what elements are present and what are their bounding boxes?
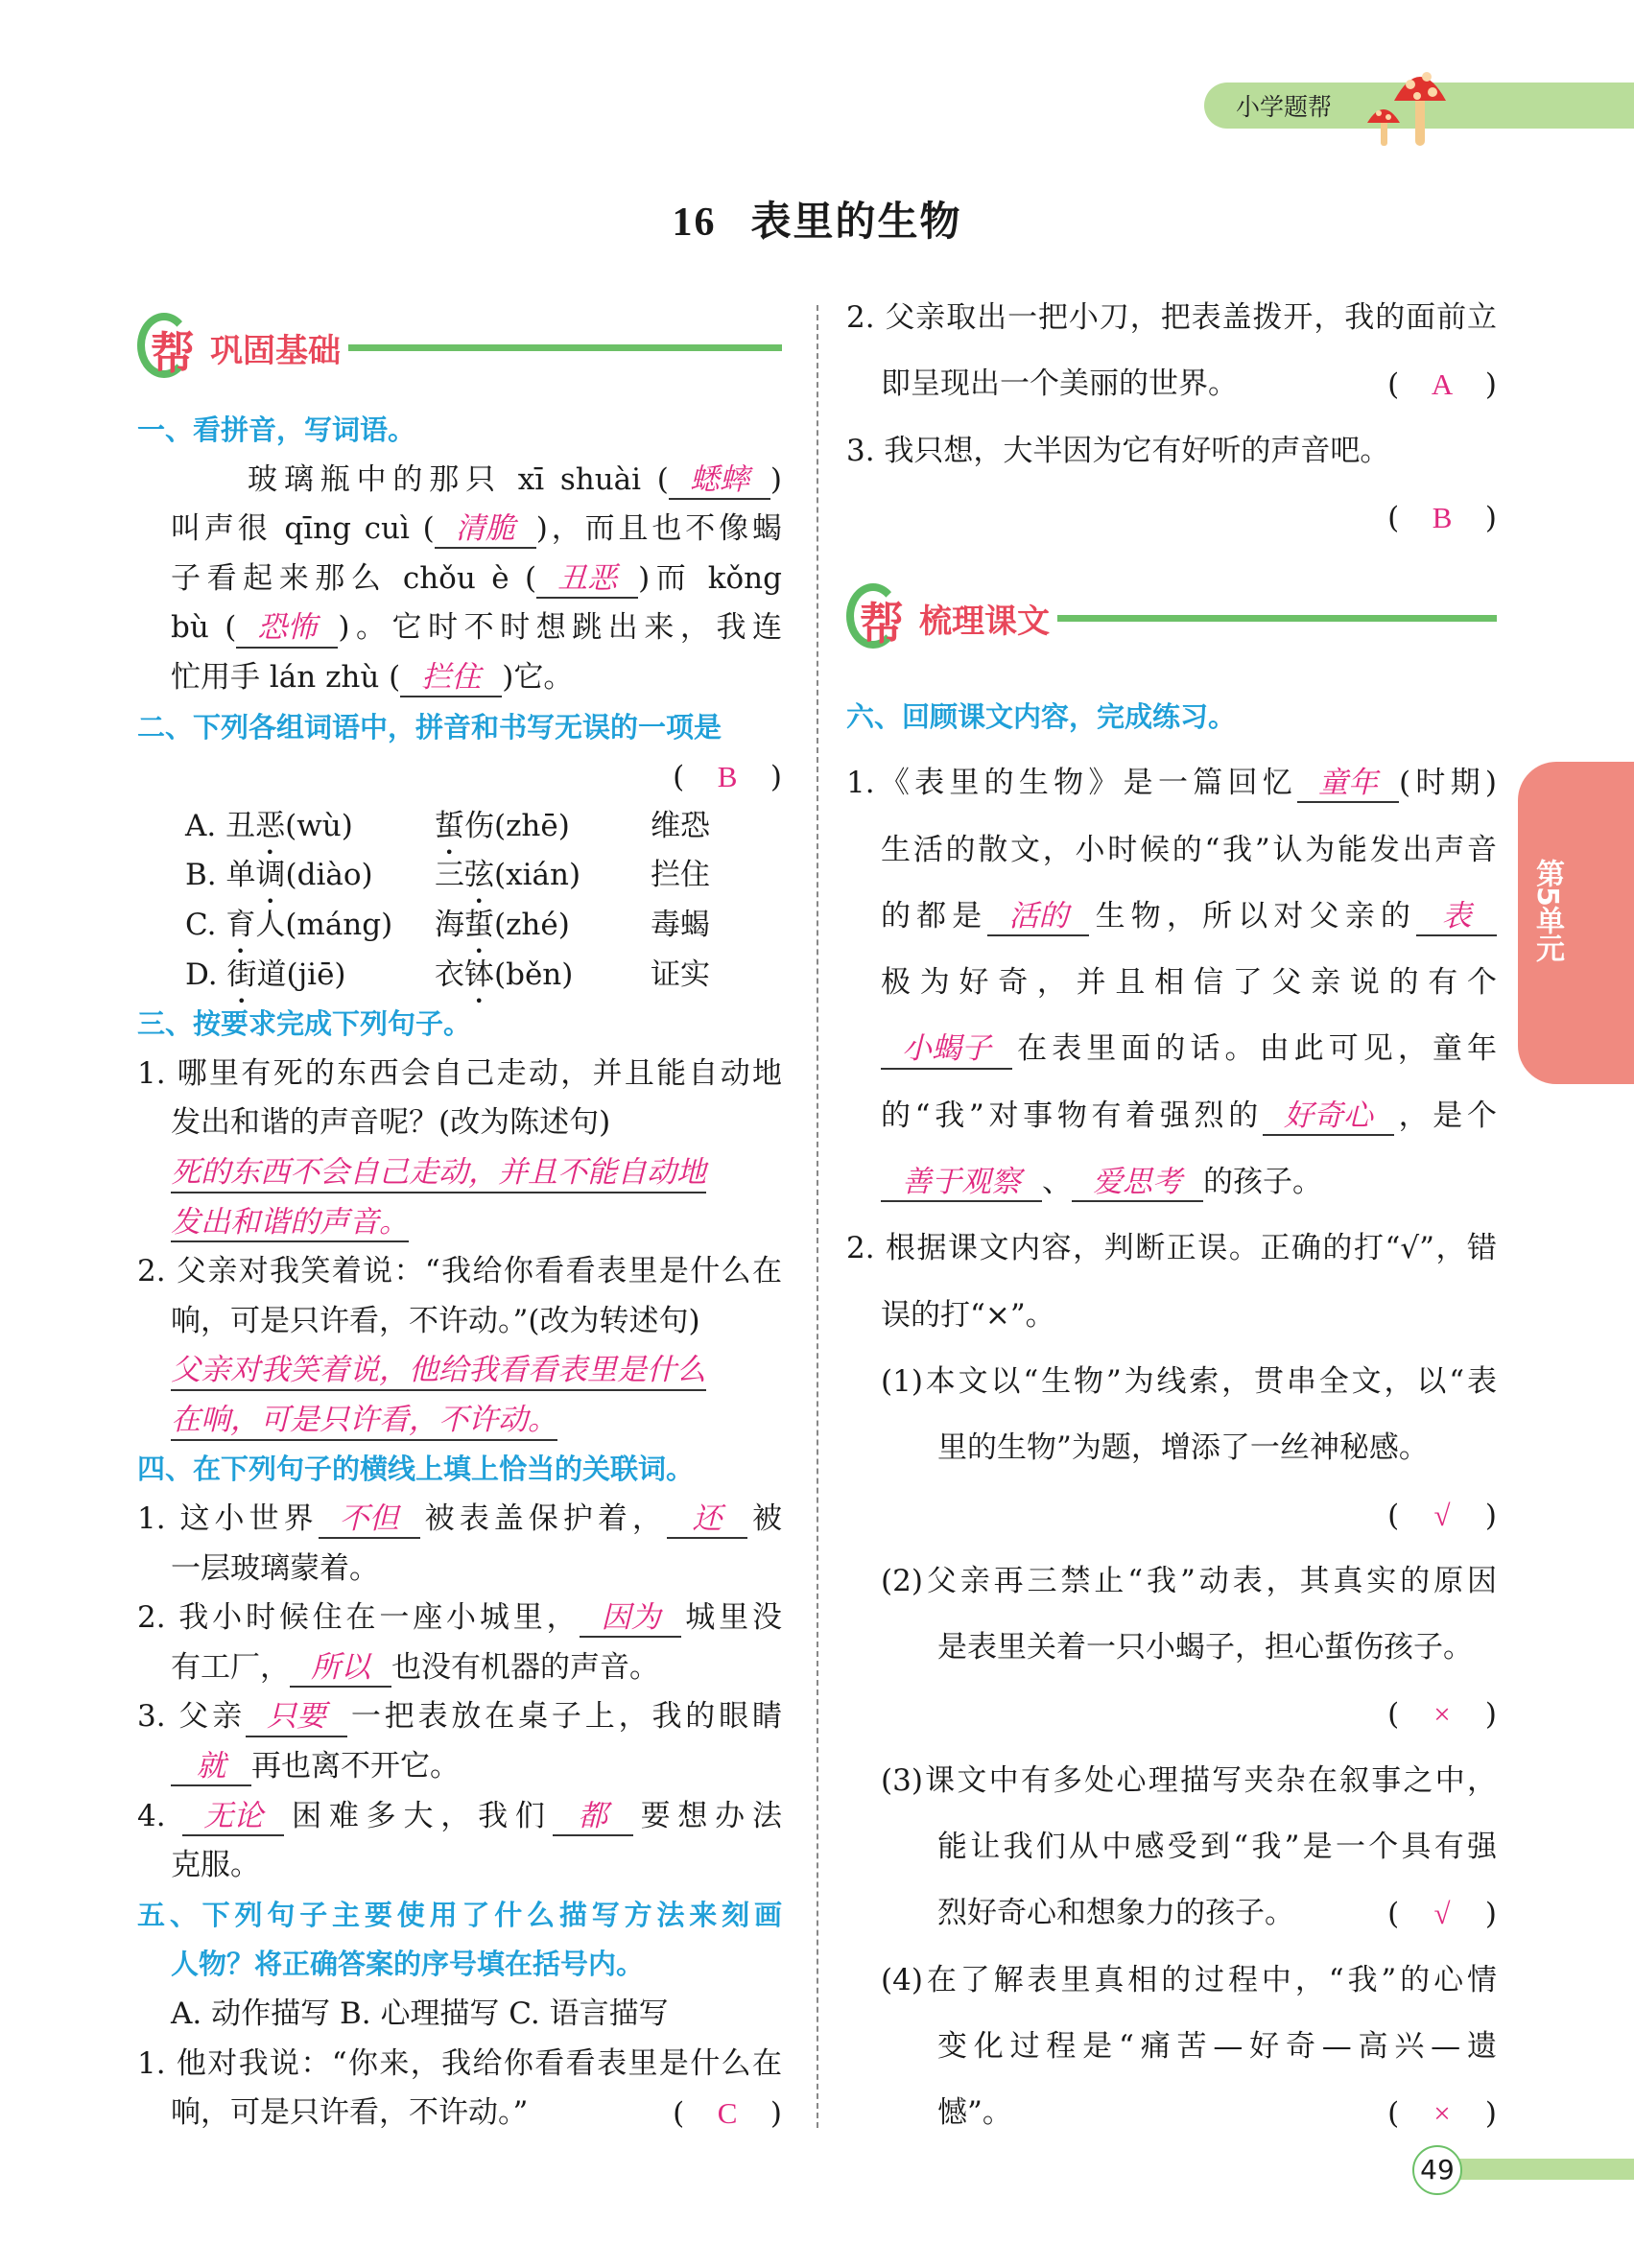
text-line [846,1548,1497,1615]
text: (4)在了解表里真相的过程中，“我”的心情 [881,1962,1497,1997]
text-line [137,1742,782,1792]
text-line [137,1247,782,1297]
text-line [846,351,1497,417]
text-line [137,703,782,753]
text: 1. 他对我说：“你来，我给你看看表里是什么在 [137,2045,782,2081]
text-line [137,802,782,852]
text: 困难多大，我们 [284,1798,553,1833]
text: 2. 我小时候住在一座小城里， [137,1600,580,1636]
text: 道(jiē) [256,957,346,992]
answer-blank: 所以 [290,1650,391,1688]
text: 三 [435,858,464,893]
text: 要想办法 [632,1798,782,1833]
text: 城里没 [681,1600,782,1636]
answer-paren: ( × ) [1387,1681,1497,1748]
text: 响，可是只许看，不许动。” [171,2095,529,2131]
text: 一、看拼音，写词语。 [137,413,416,446]
text: 生活的散文，小时候的“我”认为能发出声音 [881,832,1497,867]
text: )而 kǒng [638,560,782,596]
text: 衣 [435,957,464,992]
text: (xián) [494,858,581,893]
text: 被 [746,1501,782,1537]
section-rule [1057,615,1497,622]
answer-choice: √ [1433,1498,1451,1532]
answer-paren: ( √ ) [1387,1880,1497,1948]
text: 发出和谐的声音呢？(改为陈述句) [171,1105,611,1141]
text-line [137,1545,782,1595]
text-line [846,2080,1497,2146]
text-line [846,1083,1497,1149]
text: )它。 [502,659,574,695]
page-number: 49 [1412,2145,1462,2195]
text-line [137,1594,782,1643]
text: 1.《表里的生物》是一篇回忆 [846,766,1298,801]
answer-choice: A [1431,367,1454,402]
answer-choice: C [717,2096,738,2131]
text: 的“我”对事物有着强烈的 [881,1098,1263,1133]
right-column-top [846,285,1497,551]
text: 毒蝎 [651,907,710,942]
answer-choice: × [1433,2096,1451,2131]
answer-blank: 清脆 [435,511,536,549]
text-line [137,456,782,506]
answer-paren: ( B ) [1387,484,1497,552]
dotted-char: 育 [225,907,256,942]
text-line [846,1216,1497,1282]
text: )。它时不时想跳出来，我连 [338,610,782,646]
answer-paren: ( C ) [673,2089,782,2139]
page-bar [1439,2159,1634,2180]
text: bù ( [171,610,237,646]
text: D. [185,957,227,992]
text-line [846,750,1497,816]
text-line [846,418,1497,484]
text: (1)本文以“生物”为线索，贯串全文，以“表 [881,1363,1497,1399]
text: 烈好奇心和想象力的孩子。 [937,1896,1294,1931]
section-header-review: 帮 梳理课文 [846,583,1497,652]
text-line [846,1283,1497,1349]
text-line [137,1297,782,1347]
text: 里的生物”为题，增添了一丝神秘感。 [937,1430,1429,1466]
dotted-char: 蜇 [435,808,464,843]
dotted-char: 弦 [464,858,494,893]
text-line [137,1792,782,1842]
text-line [846,884,1497,950]
text: 人(máng) [255,907,393,942]
text: (时期) [1399,766,1497,801]
answer-blank: 恐怖 [236,610,338,648]
text: 1. 哪里有死的东西会自己走动，并且能自动地 [137,1055,782,1091]
text: 极为好奇，并且相信了父亲说的有个 [881,965,1497,1001]
text: 再也离不开它。 [251,1749,460,1784]
text-line [137,1495,782,1545]
answer-choice: √ [1433,1897,1451,1931]
text-line [137,1692,782,1742]
text: 一层玻璃蒙着。 [171,1550,379,1586]
column-divider [817,305,818,2128]
text-line [846,484,1497,551]
text-line [137,1445,782,1495]
mushroom-icon [1358,58,1463,149]
section-rule [348,344,782,351]
text: )，而且也不像蝎 [535,511,782,547]
text: A. 丑 [185,808,256,843]
text-line [137,555,782,604]
text-line [846,1748,1497,1814]
answer-blank: 无论 [182,1799,284,1836]
text-line [846,950,1497,1016]
text-line [846,1681,1497,1747]
answer-paren: ( √ ) [1387,1482,1497,1549]
section-header-basics: 帮 巩固基础 [137,313,782,382]
text-line [137,752,782,802]
text: 叫声很 qīng cuì ( [171,511,435,547]
text-line [846,1814,1497,1880]
text-line [846,1948,1497,2014]
text: C. [185,907,226,942]
answer-blank: 丑恶 [536,561,638,599]
text: 被表盖保护着， [419,1501,667,1537]
text: 4. [137,1798,183,1833]
answer-blank: 小蝎子 [881,1031,1012,1069]
dotted-char: 街 [226,957,257,992]
text-line [137,505,782,555]
dotted-char: 调 [255,858,286,893]
text: (2)父亲再三禁止“我”动表，其真实的原因 [881,1563,1497,1598]
answer-choice: × [1433,1697,1451,1732]
text-line [846,1415,1497,1481]
text-line [846,1349,1497,1415]
text: (diào) [285,858,373,893]
dotted-char: 蜇 [464,907,494,942]
answer-blank: 还 [667,1501,747,1539]
text: 证实 [651,957,710,992]
text-line [846,1149,1497,1216]
text: 生物，所以对父亲的 [1089,898,1417,933]
text-line [137,1148,782,1198]
answer-blank: 拦住 [400,660,502,697]
text: 忙用手 lán zhù ( [171,659,401,695]
text: 是表里关着一只小蝎子，担心蜇伤孩子。 [937,1630,1473,1666]
text: 2. 根据课文内容，判断正误。正确的打“√”，错 [846,1231,1497,1266]
text: (3)课文中有多处心理描写夹杂在叙事之中， [881,1762,1497,1798]
answer-blank: 童年 [1297,766,1399,803]
answer-paren: ( A ) [1387,351,1497,418]
text-line [137,901,782,951]
text: 3. 父亲 [137,1699,246,1735]
answer-blank: 好奇心 [1263,1099,1394,1136]
text-line [846,1482,1497,1548]
text: 1. 这小世界 [137,1501,319,1537]
text: 、 [1042,1165,1072,1200]
text: 六、回顾课文内容，完成练习。 [846,700,1237,733]
text: 拦住 [651,858,710,893]
text-line [137,1891,782,1941]
text: 有工厂， [171,1649,290,1685]
text: (běn) [494,957,574,992]
text-line [846,285,1497,351]
text: 变化过程是“痛苦—好奇—高兴—遗 [937,2028,1497,2064]
text: 克服。 [171,1848,260,1883]
text: ，是个 [1393,1098,1497,1133]
text: (zhé) [494,907,570,942]
answer-blank: 善于观察 [881,1165,1042,1202]
text-line [137,951,782,1001]
text: 三、按要求完成下列句子。 [137,1007,472,1041]
text-line [137,1396,782,1446]
text: ) [770,461,782,497]
text: 海 [435,907,464,942]
badge-icon: 帮 [137,313,197,382]
text-line [137,1841,782,1891]
text: 伤(zhē) [464,808,570,843]
answer-choice: B [717,760,738,794]
text-line [137,2089,782,2138]
brand-name: 小学题帮 [1236,93,1333,121]
answer-line: 在响，可是只许看，不许动。 [171,1402,557,1441]
answer-blank: 不但 [319,1501,420,1539]
text: A. 动作描写 B. 心理描写 C. 语言描写 [171,1996,669,2031]
text: 憾”。 [937,2095,1012,2131]
text-line [137,2040,782,2090]
text: 2. 父亲取出一把小刀，把表盖拨开，我的面前立 [846,300,1497,335]
text: 即呈现出一个美丽的世界。 [881,366,1238,402]
text: (wù) [285,808,353,843]
answer-choice: B [1432,500,1453,534]
badge-icon: 帮 [846,583,906,652]
text: 一把表放在桌子上，我的眼睛 [346,1699,782,1735]
answer-paren: ( B ) [673,752,782,803]
text: 在表里面的话。由此可见，童年 [1012,1031,1497,1067]
text-line [846,817,1497,884]
text-line [137,1940,782,1990]
text: 玻璃瓶中的那只 xī shuài ( [248,461,669,497]
text: 子看起来那么 chǒu è ( [171,560,537,596]
answer-blank: 只要 [246,1699,347,1736]
text-line [846,1615,1497,1681]
answer-blank: 蟋蟀 [669,462,770,500]
text-line [846,1880,1497,1947]
answer-blank: 爱思考 [1072,1165,1203,1202]
text: 也没有机器的声音。 [391,1649,659,1685]
answer-blank: 都 [553,1799,633,1836]
text: 二、下列各组词语中，拼音和书写无误的一项是 [137,710,722,744]
dotted-char: 恶 [255,808,286,843]
text-line [846,1016,1497,1082]
text-line [137,603,782,653]
text: 的孩子。 [1203,1165,1322,1200]
text: 响，可是只许看，不许动。”(改为转述句) [171,1303,700,1338]
answer-blank: 活的 [987,899,1089,936]
text-line [137,851,782,901]
text-line [137,1198,782,1248]
text-line [137,1099,782,1148]
answer-blank: 就 [171,1749,251,1786]
right-column [846,684,1497,2147]
text-line [137,1643,782,1693]
text: 人物？将正确答案的序号填在括号内。 [171,1948,645,1981]
text-line [137,1346,782,1396]
answer-line: 死的东西不会自己走动，并且不能自动地 [171,1154,706,1193]
text-line [137,406,782,456]
text: 误的打“×”。 [881,1297,1055,1333]
text: 四、在下列句子的横线上填上恰当的关联词。 [137,1453,695,1486]
text-line [137,1990,782,2040]
unit-label: 第5单元 [1530,859,1564,961]
text: 五、下列句子主要使用了什么描写方法来刻画 [137,1898,782,1931]
text: 维恐 [651,808,710,843]
text: B. 单 [185,858,256,893]
answer-blank: 因为 [580,1600,681,1638]
page-title: 16 表里的生物 [672,198,962,245]
text-line [137,1050,782,1099]
answer-paren: ( × ) [1387,2080,1497,2147]
text: 的都是 [881,898,988,933]
dotted-char: 钵 [464,957,494,992]
text-line [137,653,782,703]
text-line [846,684,1497,750]
text: 3. 我只想，大半因为它有好听的声音吧。 [846,433,1390,468]
left-column [137,406,782,2138]
text-line [137,1000,782,1050]
answer-blank: 表 [1416,899,1497,936]
answer-line: 发出和谐的声音。 [171,1204,409,1243]
text-line [846,2014,1497,2080]
text: 能让我们从中感受到“我”是一个具有强 [937,1830,1497,1865]
answer-line: 父亲对我笑着说，他给我看看表里是什么 [171,1352,706,1391]
text: 2. 父亲对我笑着说：“我给你看看表里是什么在 [137,1254,782,1289]
